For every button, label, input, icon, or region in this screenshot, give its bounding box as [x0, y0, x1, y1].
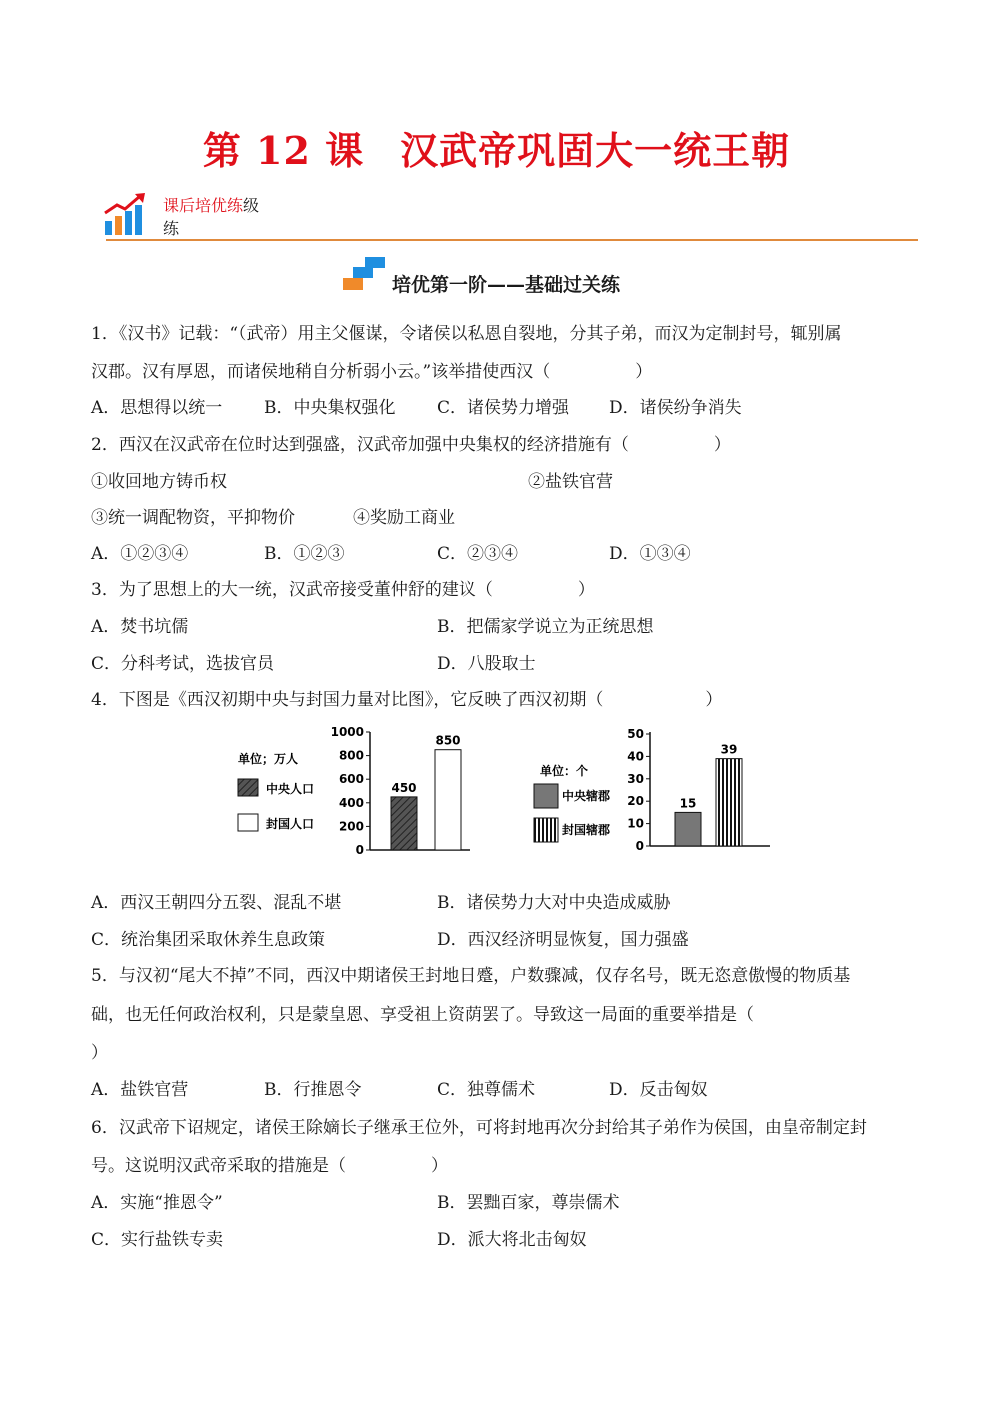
banner-label-2: 练 — [163, 219, 180, 238]
chart2-bar-1 — [675, 812, 701, 846]
divider — [106, 239, 918, 241]
population-chart — [238, 725, 470, 857]
q5-stem-line2: 础，也无任何政治权利，只是蒙皇恩、享受祖上资荫罢了。导致这一局面的重要举措是（ — [91, 1005, 754, 1025]
chart1-legend-fief: 封国人口 — [266, 817, 315, 831]
q2-option-c: C．②③④ — [437, 544, 519, 564]
q4-stem: 4．下图是《西汉初期中央与封国力量对比图》，它反映了西汉初期（ ） — [91, 690, 723, 710]
chart1-legend-swatch-fief — [238, 814, 258, 831]
chart2-ytick-label: 40 — [627, 749, 644, 764]
title-lesson: 第 12 课 — [202, 128, 365, 173]
q1-stem-line1: 1．《汉书》记载：“（武帝）用主父偃谋，令诸侯以私恩自裂地，分其子弟，而汉为定制封号，辄别属 — [91, 324, 842, 344]
q2-statement-4: ④奖励工商业 — [353, 508, 455, 528]
chart2-ytick-label: 50 — [627, 727, 644, 741]
q2-option-d: D．①③④ — [609, 544, 691, 564]
q6-stem-line1: 6．汉武帝下诏规定，诸侯王除嫡长子继承王位外，可将封地再次分封给其子弟作为侯国，由皇帝制定封 — [91, 1118, 867, 1138]
q5-stem-line3: ） — [91, 1043, 108, 1063]
chart1-legend-swatch-central — [238, 779, 258, 796]
q6-option-d: D．派大将北击匈奴 — [437, 1230, 587, 1250]
chart1-ytick-label: 400 — [338, 795, 364, 810]
chart1-ytick-label: 600 — [338, 772, 364, 787]
prefecture-chart — [534, 727, 770, 853]
bar-chart-icon — [103, 191, 149, 237]
page-title — [0, 120, 993, 175]
q4-option-b: B．诸侯势力大对中央造成威胁 — [437, 893, 671, 913]
chart2-data-label-2: 39 — [720, 742, 738, 757]
q5-option-d: D．反击匈奴 — [609, 1080, 708, 1100]
q3-option-b: B．把儒家学说立为正统思想 — [437, 617, 654, 637]
q2-stem: 2．西汉在汉武帝在位时达到强盛，汉武帝加强中央集权的经济措施有（ ） — [91, 435, 731, 455]
chart1-ytick-label: 0 — [355, 843, 364, 857]
q3-stem: 3．为了思想上的大一统，汉武帝接受董仲舒的建议（ ） — [91, 580, 595, 600]
q5-option-c: C．独尊儒术 — [437, 1080, 536, 1100]
banner-black-text: 级 — [243, 196, 260, 215]
section-title: 培优第一阶——基础过关练 — [392, 274, 621, 296]
chart1-legend-central: 中央人口 — [266, 782, 315, 796]
banner-label — [163, 193, 259, 216]
q3-option-d: D．八股取士 — [437, 654, 536, 674]
chart1-unit-label: 单位；万人 — [238, 752, 299, 766]
q5-option-b: B．行推恩令 — [264, 1080, 362, 1100]
chart1-data-label-2: 850 — [435, 733, 461, 748]
banner-red-text: 课后培优练 — [163, 196, 244, 215]
chart1-ytick-label: 200 — [338, 819, 364, 834]
chart1-ytick-label: 800 — [338, 748, 364, 763]
chart1-data-label-1: 450 — [391, 780, 417, 795]
title-topic: 汉武帝巩固大一统王朝 — [400, 128, 791, 173]
stairs-icon — [343, 257, 387, 293]
chart2-ytick-label: 20 — [627, 794, 644, 809]
q4-option-d: D．西汉经济明显恢复，国力强盛 — [437, 930, 689, 950]
q6-option-c: C．实行盐铁专卖 — [91, 1230, 224, 1250]
chart2-legend-fief: 封国辖郡 — [562, 823, 611, 837]
q1-option-b: B．中央集权强化 — [264, 398, 396, 418]
q2-option-b: B．①②③ — [264, 544, 345, 564]
chart2-unit-label: 单位：个 — [540, 764, 589, 778]
q6-option-a: A．实施“推恩令” — [91, 1193, 223, 1213]
chart2-ytick-label: 0 — [635, 839, 644, 853]
q2-statement-1: ①收回地方铸币权 — [91, 472, 227, 492]
chart2-bar-2 — [716, 759, 742, 846]
q2-statement-3: ③统一调配物资，平抑物价 — [91, 508, 295, 528]
q6-stem-line2: 号。这说明汉武帝采取的措施是（ ） — [91, 1156, 448, 1176]
chart2-ytick-label: 10 — [627, 816, 644, 831]
q2-statement-2: ②盐铁官营 — [528, 472, 613, 492]
q5-option-a: A．盐铁官营 — [91, 1080, 189, 1100]
q4-option-c: C．统治集团采取休养生息政策 — [91, 930, 326, 950]
q1-stem-line2: 汉郡。汉有厚恩，而诸侯地稍自分析弱小云。”该举措使西汉（ ） — [91, 362, 653, 382]
q1-option-a: A．思想得以统一 — [91, 398, 223, 418]
chart2-legend-swatch-central — [534, 784, 558, 808]
chart1-ytick-label: 1000 — [330, 725, 364, 739]
q3-option-c: C．分科考试，选拔官员 — [91, 654, 275, 674]
q1-option-c: C．诸侯势力增强 — [437, 398, 570, 418]
chart2-ytick-label: 30 — [627, 771, 644, 786]
q4-option-a: A．西汉王朝四分五裂、混乱不堪 — [91, 893, 342, 913]
q6-option-b: B．罢黜百家，尊崇儒术 — [437, 1193, 620, 1213]
q4-comparison-chart — [230, 722, 770, 870]
chart2-legend-central: 中央辖郡 — [562, 789, 611, 803]
q3-option-a: A．焚书坑儒 — [91, 617, 189, 637]
chart1-bar-2 — [435, 750, 461, 850]
chart2-legend-swatch-fief — [534, 818, 558, 842]
q1-option-d: D．诸侯纷争消失 — [609, 398, 742, 418]
q2-option-a: A．①②③④ — [91, 544, 189, 564]
chart2-data-label-1: 15 — [679, 796, 697, 811]
q5-stem-line1: 5．与汉初“尾大不掉”不同，西汉中期诸侯王封地日蹙，户数骤减，仅存名号，既无恣意傲慢的物质基 — [91, 966, 851, 986]
chart1-bar-1 — [391, 797, 417, 850]
